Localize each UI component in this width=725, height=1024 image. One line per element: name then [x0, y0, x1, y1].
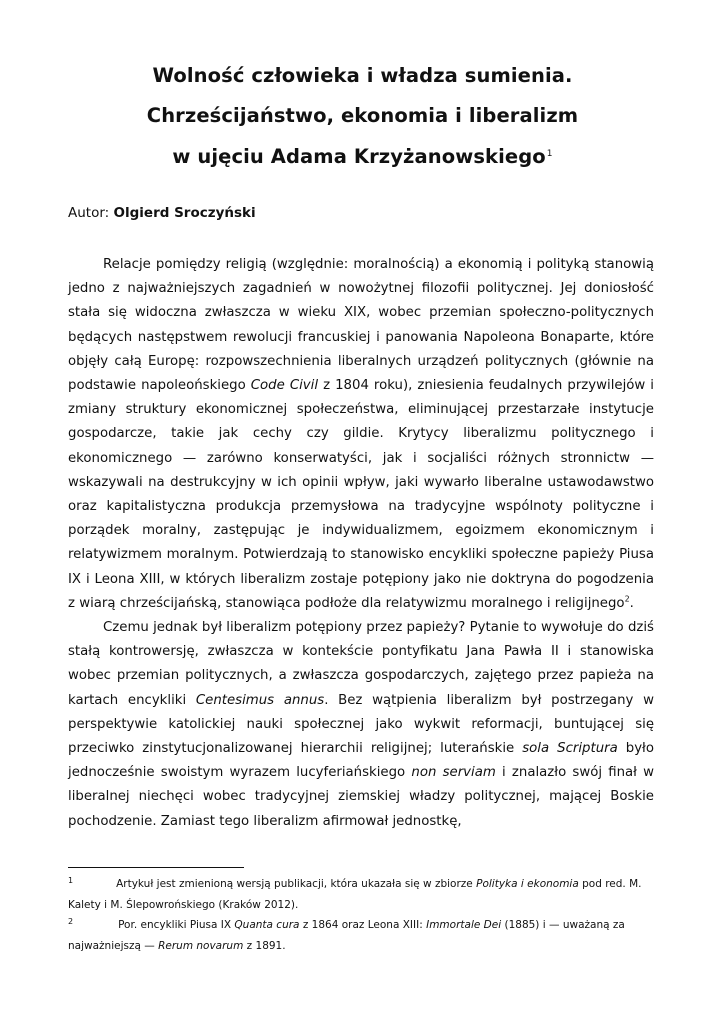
footnote-separator	[68, 867, 244, 868]
footnote-2-text: z 1891.	[246, 939, 286, 952]
title-footnote-mark[interactable]: 1	[546, 149, 553, 159]
italic-code-civil: Code Civil	[250, 378, 319, 394]
italic-polityka-i-ekonomia: Polityka i ekonomia	[476, 878, 579, 890]
paragraph-2-text: Czemu jednak był liberalizm potępiony przez papieży? Pytanie to wywołuje do dziś stałą kontrowersję, zwłaszcza w kontekście pontyfikatu Jana Pawła II i stanowiska wobec przemian politycznych, a zwłaszcza gospodarczych, zajętego przez papieża na kartach encykliki	[68, 620, 654, 708]
body-text	[68, 253, 654, 834]
italic-rerum-novarum: Rerum novarum	[158, 939, 244, 952]
footnote-1-number: 1	[68, 876, 74, 885]
footnote-1-text: Artykuł jest zmienioną wersją publikacji, która ukazała się w zbiorze	[116, 878, 473, 890]
italic-non-serviam: non serviam	[411, 765, 496, 781]
footnotes	[68, 874, 658, 956]
italic-sola-scriptura: sola Scriptura	[522, 741, 618, 757]
paragraph-1-text: Relacje pomiędzy religią (względnie: moralnością) a ekonomią i polityką stanowią jedno z najważniejszych zagadnień w nowożytnej filozofii politycznej. Jej doniosłość stała się widoczna zwłaszcza w wieku XIX, wobec przemian społeczno-politycznych będących następstwem rewolucji francuskiej i panowania Napoleona Bonaparte, które objęły całą Europę: rozpowszechnienia liberalnych urządzeń politycznych (głównie na podstawie napoleońskiego	[68, 257, 654, 394]
title-line-3	[0, 145, 725, 168]
paragraph-1-text: .	[629, 595, 634, 611]
footnote-2	[68, 915, 658, 956]
footnote-1	[68, 874, 658, 915]
paragraph-2-text: . Bez wątpienia liberalizm był postrzegany w perspektywie katolickiej nauki społecznej jako wykwit reformacji, buntującej się przeciwko zinstytucjonalizowanej hierarchii religijnej; luterańskie	[68, 692, 654, 757]
footnote-2-text: z 1864 oraz Leona XIII:	[302, 919, 423, 931]
footnote-1-text: pod red. M. Kalety i M. Ślepowrońskiego (Kraków 2012).	[68, 878, 642, 911]
author-line	[68, 205, 256, 221]
title-line-3-text: w ujęciu Adama Krzyżanowskiego	[172, 145, 546, 168]
author-name: Olgierd Sroczyński	[113, 205, 256, 221]
footnote-2-number: 2	[68, 917, 74, 926]
italic-quanta-cura: Quanta cura	[234, 919, 300, 931]
footnote-ref-2[interactable]: 2	[624, 594, 630, 604]
italic-centesimus-annus: Centesimus annus	[195, 692, 325, 708]
footnote-2-text: (1885) i — uważaną za najważniejszą —	[68, 919, 625, 952]
paragraph-2	[68, 616, 654, 834]
paragraph-2-text: i znalazło swój finał w liberalnej niechęci wobec tradycyjnej ziemskiej władzy politycznej, mającej Boskie pochodzenie. Zamiast tego liberalizm afirmował jednostkę,	[68, 765, 655, 829]
paragraph-2-text: było jednocześnie swoistym wyrazem lucyferiańskiego	[68, 741, 654, 781]
paragraph-1	[68, 253, 654, 616]
title-line-2: Chrześcijaństwo, ekonomia i liberalizm	[146, 104, 579, 127]
title-line-1: Wolność człowieka i władza sumienia.	[152, 64, 573, 87]
italic-immortale-dei: Immortale Dei	[426, 919, 502, 931]
footnote-2-text: Por. encykliki Piusa IX	[118, 919, 232, 931]
author-label: Autor:	[68, 205, 110, 221]
paragraph-1-text: z 1804 roku), zniesienia feudalnych przywilejów i zmiany struktury ekonomicznej społeczeństwa, eliminującej przestarzałe instytucje gospodarcze, takie jak cechy czy gildie. Krytycy liberalizmu politycznego i ekonomicznego — zarówno konserwatyści, jak i socjaliści różnych stronnictw — wskazywali na destrukcyjny w ich opinii wpływ, jaki wywarło liberalne ustawodawstwo oraz kapitalistyczna produkcja przemysłowa na tradycyjne wspólnoty polityczne i porządek moralny, zastępując je indywidualizmem, egoizmem ekonomicznym i relatywizmem moralnym. Potwierdzają to stanowisko encykliki społeczne papieży Piusa IX i Leona XIII, w których liberalizm zostaje potępiony jako nie doktryna do pogodzenia z wiarą chrześcijańską, stanowiąca podłoże dla relatywizmu moralnego i religijnego	[68, 378, 654, 611]
